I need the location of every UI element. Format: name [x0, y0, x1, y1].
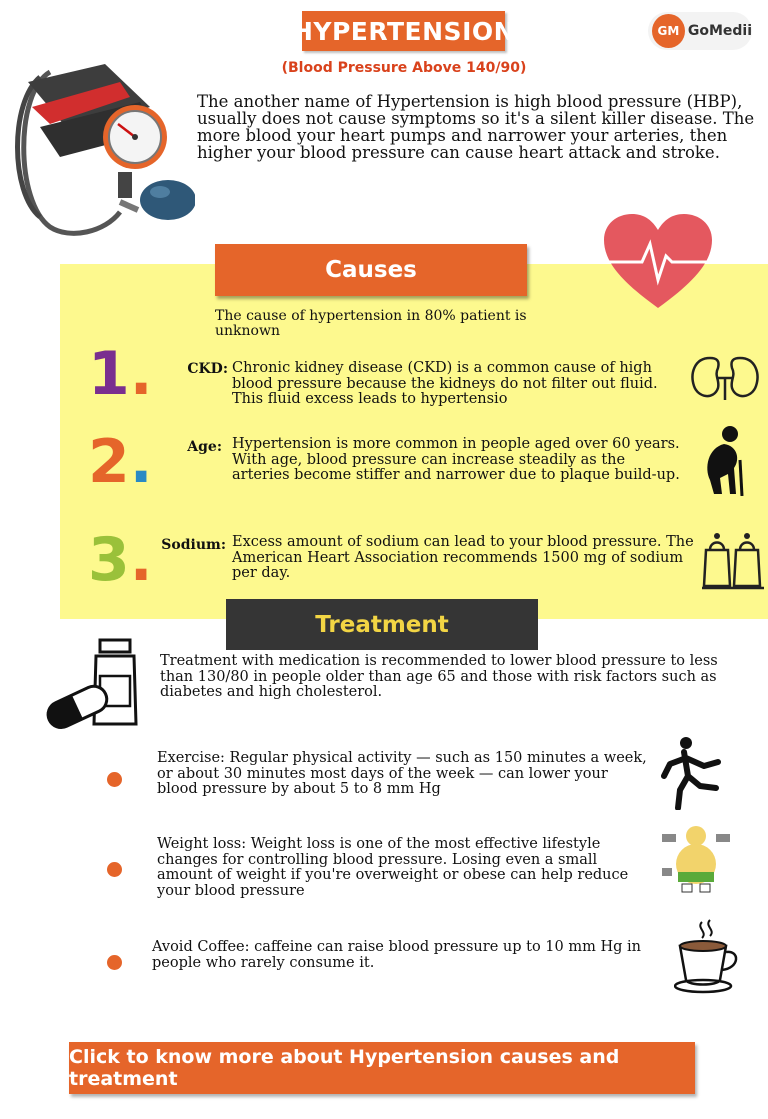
bullet-icon: [107, 772, 122, 787]
treatment-heading: Treatment: [226, 599, 538, 650]
logo-mark: GM: [652, 14, 685, 48]
salt-shaker-icon: [700, 530, 766, 590]
cause-text-ckd: Chronic kidney disease (CKD) is a common cause of high blood pressure because the kidneys do not filter out fluid. This fluid excess leads to hypertensio: [232, 360, 658, 407]
medicine-bottle-icon: [42, 636, 142, 731]
cause-label-age: Age:: [187, 439, 222, 455]
causes-heading: Causes: [215, 244, 527, 296]
cause-label-ckd: CKD:: [187, 361, 228, 377]
cause-text-age: Hypertension is more common in people aged over 60 years. With age, blood pressure can increase steadily as the arteries become stiffer and narrower due to plaque build-up.: [232, 436, 680, 483]
page-subtitle: (Blood Pressure Above 140/90): [281, 60, 527, 76]
cause-number-3: 3.: [88, 525, 153, 595]
intro-text: The another name of Hypertension is high blood pressure (HBP), usually does not cause symptoms so it's a silent killer disease. The more blood your heart pumps and narrower your arteries, then higher your blood pressure can cause heart attack and stroke.: [197, 92, 755, 162]
cause-label-sodium: Sodium:: [161, 537, 226, 553]
dumbbell-person-icon: [660, 822, 732, 894]
elderly-person-icon: [700, 424, 750, 496]
page-title: HYPERTENSION: [302, 11, 505, 51]
heart-rate-icon: [602, 212, 714, 312]
bullet-icon: [107, 955, 122, 970]
causes-intro: The cause of hypertension in 80% patient is unknown: [215, 308, 527, 339]
logo-text: GoMedii: [687, 23, 752, 39]
cause-number-1: 1.: [88, 339, 153, 409]
gomedii-logo[interactable]: [648, 12, 752, 50]
blood-pressure-monitor-icon: [10, 52, 195, 242]
kidney-icon: [688, 354, 762, 402]
treatment-weight-loss-text: Weight loss: Weight loss is one of the most effective lifestyle changes for controlling blood pressure. Losing even a small amount of weight if you're overweight or obese can help reduce your blood pressure: [157, 836, 629, 899]
running-person-icon: [660, 736, 724, 810]
treatment-exercise-text: Exercise: Regular physical activity — such as 150 minutes a week, or about 30 minutes most days of the week — can lower your blood pressure by about 5 to 8 mm Hg: [157, 750, 647, 797]
cause-text-sodium: Excess amount of sodium can lead to your blood pressure. The American Heart Association recommends 1500 mg of sodium per day.: [232, 534, 694, 581]
coffee-cup-icon: [674, 918, 742, 994]
bullet-icon: [107, 862, 122, 877]
treatment-medication-text: Treatment with medication is recommended to lower blood pressure to less than 130/80 in people older than age 65 and those with risk factors such as diabetes and high cholesterol.: [160, 653, 718, 700]
cause-number-2: 2.: [88, 427, 153, 497]
learn-more-button[interactable]: Click to know more about Hypertension causes and treatment: [69, 1042, 695, 1094]
treatment-coffee-text: Avoid Coffee: caffeine can raise blood pressure up to 10 mm Hg in people who rarely consume it.: [152, 939, 641, 971]
